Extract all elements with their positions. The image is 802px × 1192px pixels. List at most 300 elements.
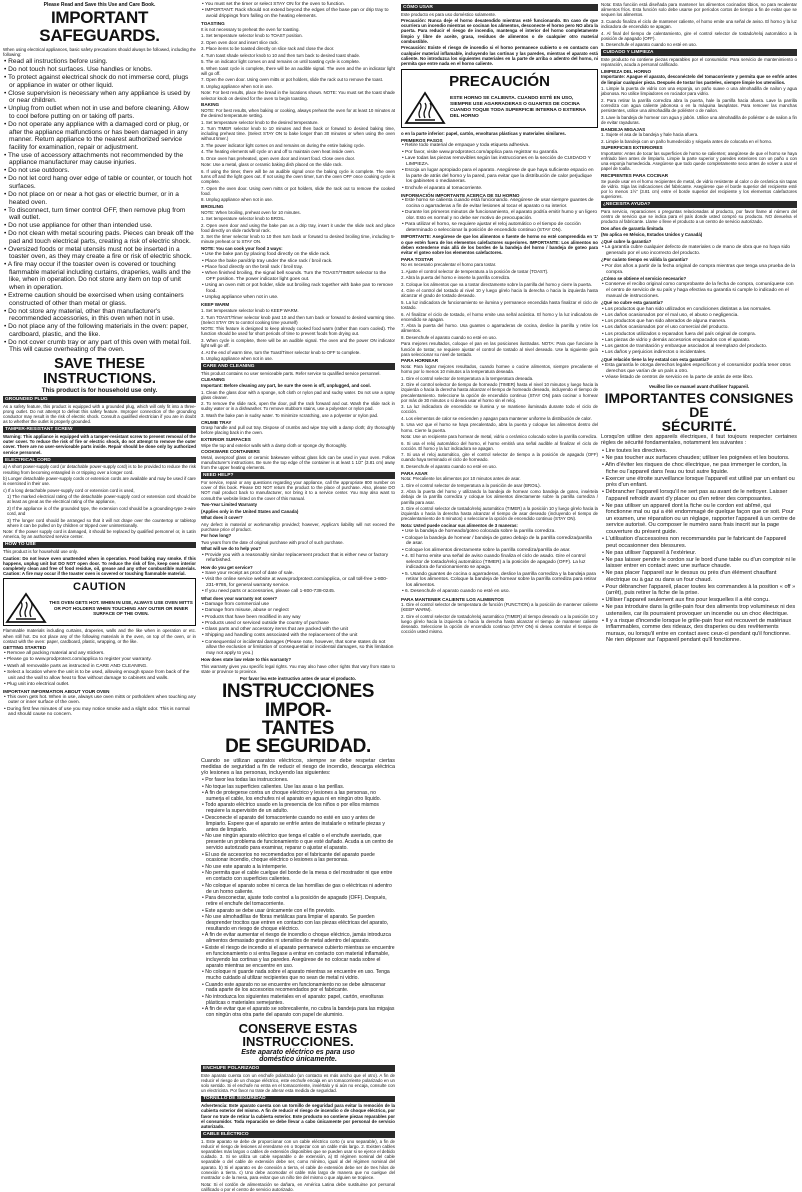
bullet: • bbox=[602, 462, 606, 469]
list-item-text: Lave todas las piezas removibles según las instrucciones en la sección de CUIDADO Y LIMPIEZA. bbox=[405, 155, 591, 167]
bullet: • bbox=[202, 833, 206, 840]
caliente-steps bbox=[401, 602, 598, 634]
bullet: • bbox=[4, 230, 9, 238]
list-item-text: Ne pas utiliser un appareil dont la fiche ou le cordon est abîmé, qui fonctionne mal ou qui a été endommagé de quelque façon que ce soit. Pour un examen, une réparation ou un réglage, rapporter l'appareil à un centre de service autorisé. Ou composer le numéro sans frais inscrit sur la page couverture du présent guide. bbox=[605, 502, 796, 535]
list-item-text: Este aparato se debe usar únicamente con el fin previsto. bbox=[205, 907, 336, 914]
top-steps bbox=[601, 19, 797, 48]
cleaning-important: Important: Before cleaning any part, be sure the oven is off, unplugged, and cool. bbox=[201, 383, 371, 389]
list-item-text: Do not place any of the following materials in the oven: paper, cardboard, plastic, and the like. bbox=[8, 323, 189, 338]
bullet: • bbox=[4, 175, 9, 183]
list-item bbox=[601, 618, 797, 644]
garantia-q3: ¿Cómo se obtiene el servicio necesario? bbox=[601, 275, 687, 281]
bullet: • bbox=[202, 882, 206, 889]
list-item-text: 1. Gire el control selector de temperatura a la posición de asar (BROIL). bbox=[401, 482, 541, 488]
bullet: • bbox=[602, 363, 606, 369]
english-column-1 bbox=[3, 2, 196, 753]
list-item bbox=[201, 834, 395, 852]
list-item-text: If you need parts or accessories, please call 1-800-738-0245. bbox=[205, 589, 336, 595]
broil-ways-list bbox=[201, 252, 395, 301]
list-item-text: 1. Set temperature selector knob to the desired temperature. bbox=[201, 119, 319, 125]
list-item bbox=[201, 77, 395, 82]
section-header-ayuda: ¿NECESITA AYUDA? bbox=[601, 201, 797, 208]
tostar-nota: Para mejores resultados, coloque el pan en las posiciones ilustradas. NOTA: Para que funcione la función de tostar, se requiere ajustar el control de tostado al nivel deseado. Use la siguiente guía para seleccionar su nivel de tostado. bbox=[401, 341, 598, 357]
bullet: • bbox=[202, 981, 206, 988]
bullet: • bbox=[4, 66, 9, 74]
bullet: • bbox=[202, 863, 206, 870]
list-item-text: 4. Turn toast shade selector knob to 10 and then turn back to desired toast shade. bbox=[201, 52, 361, 58]
spanish-title-line-3: DE SEGURIDAD. bbox=[225, 735, 371, 757]
bullet: • bbox=[402, 149, 406, 155]
safeguards-intro: When using electrical appliances, basic safety precautions should always be followed, including the following: bbox=[3, 46, 196, 57]
list-item bbox=[601, 584, 797, 597]
list-item bbox=[401, 422, 598, 432]
list-item bbox=[601, 325, 797, 331]
list-item bbox=[401, 282, 598, 287]
caliente-title: PARA MANTENER CALIENTE LOS ALIMENTOS bbox=[401, 596, 504, 602]
list-item-text: 3. Wash the bake pan in sudsy water. To minimize scratching, use a polyester or nylon pad. bbox=[201, 412, 379, 418]
list-item-text: 5. Usando guantes de cocina o agarraderas, deslice la parrilla corrediza y la bandeja para retirar los alimentos. Coloque la bandeja de hornear sobre la parrilla corrediza para retirar los alimentos. bbox=[405, 571, 597, 589]
list-item bbox=[3, 121, 196, 152]
list-item bbox=[3, 246, 196, 261]
list-item bbox=[3, 670, 196, 682]
list-item-text: 8. Desenchufe el aparato cuando no esté en uso. bbox=[401, 334, 497, 340]
list-item-text: Coloque la bandeja de hornear / bandeja de goteo debajo de la parrilla corrediza/parrilla de asar. bbox=[405, 535, 592, 547]
bullet: • bbox=[202, 614, 206, 620]
list-item bbox=[401, 536, 598, 548]
list-item-text: 2. Open oven door and insert slice rack. bbox=[201, 39, 279, 45]
list-item-text: 4. Gire el control del tostado al nivel 10 y luego gírelo hacia la derecha o hacia la izquierda hasta alcanzar el grado de tostado deseado. bbox=[401, 288, 598, 299]
cookware-text: Metal, ovenproof glass or ceramic bakeware without glass lids can be used in your oven. Follow manufacturer's instructions. Be sure the top edge of the container is at least 1 1/2" (3.81 cm) away from the upper heating elements. bbox=[201, 454, 395, 471]
list-item-text: Para utilizar el horno, se requiere ajustar el reloj automático o el tiempo de cocción determinado o seleccionar la posición de encendido continuo (STAY ON). bbox=[405, 222, 581, 234]
spanish-title-line-2: TANTES bbox=[261, 717, 335, 739]
list-item-text: 7. Abra la puerta del horno. Usa guantes o agarraderas de cocina, deslice la parrilla y retire los alimentos. bbox=[401, 323, 598, 334]
bullet: • bbox=[602, 549, 606, 556]
list-item bbox=[201, 197, 395, 202]
section-header-grounded-plug: GROUNDED PLUG bbox=[3, 396, 196, 403]
list-item bbox=[401, 416, 598, 421]
list-item bbox=[3, 323, 196, 338]
bullet: • bbox=[202, 295, 206, 301]
tamper-screw-text: Warning: This appliance is equipped with a tamper-resistant screw to prevent removal of the outer cover. To reduce the risk of fire or electric shock, do not attempt to remove the outer cover. There are no user-serviceable parts inside. Repair should be done only by authorized service personnel. bbox=[3, 433, 196, 455]
bullet: • bbox=[202, 639, 206, 645]
list-item bbox=[201, 983, 395, 995]
list-item bbox=[201, 946, 395, 970]
list-item-text: Conserve el recibo original como comprobante de la fecha de compra, comuníquese con el centro de servicio de su país y haga efectiva su garantía si cumple lo indicado en el manual de instrucciones. bbox=[605, 282, 794, 299]
list-item-text: Afin d'éviter les risques de choc électrique, ne pas immerger le cordon, la fiche ou l'appareil dans l'eau ou tout autre liquide. bbox=[605, 462, 787, 475]
list-item bbox=[201, 295, 395, 301]
list-item-text: Exercer une étroite surveillance lorsque l'appareil est utilisé par un enfant ou près d'un enfant. bbox=[605, 475, 795, 489]
list-item-text: 1. Set temperature selector knob to KEEP WARM. bbox=[201, 308, 299, 314]
list-item bbox=[201, 59, 395, 64]
list-item bbox=[601, 338, 797, 344]
read-save-note: Please Read and Save this Use and Care Book. bbox=[43, 2, 156, 8]
list-item bbox=[601, 31, 797, 41]
bullet: • bbox=[202, 633, 206, 639]
list-item bbox=[201, 84, 395, 89]
list-item bbox=[401, 572, 598, 589]
list-item bbox=[601, 503, 797, 536]
list-item-text: Pour débrancher l'appareil, placer toutes les commandes à la position « off » (arrêt), puis retirer la fiche de la prise. bbox=[605, 583, 796, 597]
list-item bbox=[601, 536, 797, 549]
list-item-text: 1. Ajuste el control selector de temperatura a la posición de tostar (TOAST). bbox=[401, 268, 549, 274]
importante-text: IMPORTANTE: Asegúrese de que los alimentos o fuente de horno no esté comprendida en '1' o que estén fuera de los elementos calefactores superiores. IMPORTANTE: Los alimentos no deben extenderse más allá de los bordes de la bandeja del horno / bandeja de goteo para evitar el goteo sobre los elementos calefactores. bbox=[401, 234, 598, 255]
list-item bbox=[601, 19, 797, 29]
list-item-text: 3. When cycle is complete, there will be an audible signal. The oven and the power ON indicator light will go off. bbox=[201, 337, 395, 349]
list-item-text: IMPORTANT: Rack should not extend beyond the edges of the base pan or drip tray to avoid drippings from falling on the heating elements. bbox=[205, 8, 389, 19]
list-item-text: 3. Cuando finaliza el ciclo de mantener caliente, el horno emite una señal de aviso. El horno y la luz indicadora de encendido se apagan. bbox=[601, 18, 797, 30]
list-item-text: 2. To remove the slide rack, open the door, pull the rack forward and out. Wash the slide rack in sudsy water or in a dishwasher. To remove stubborn stains, use a polyester or nylon pad. bbox=[201, 401, 395, 412]
tornillo-text: Advertencia: Este aparato cuenta con un tornillo de seguridad para evitar la remoción de la cubierta exterior del mismo. A fin de reducir el riesgo de incendio o de choque eléctrico, por favor no trate de retirar la cubierta exterior. Este producto no contiene piezas reparables por el consumidor. Toda reparación se debe llevar a cabo únicamente por personal de servicio autorizado. bbox=[201, 1103, 395, 1129]
list-item-text: The use of accessory attachments not recommended by the appliance manufacturer may cause injuries. bbox=[8, 151, 184, 167]
bullet: • bbox=[402, 553, 406, 559]
list-item bbox=[401, 335, 598, 340]
bullet: • bbox=[602, 617, 606, 624]
bullet: • bbox=[202, 283, 206, 289]
list-item bbox=[3, 222, 196, 230]
bullet: • bbox=[602, 570, 606, 577]
enchufe-text: Este aparato cuenta con un enchufe polarizado (un contacto es más ancho que el otro). A fin de reducir el riesgo de un choque eléctrico, este enchufe encaja en un tomacorriente polarizado en un solo sentido. Si el enchufe no entra en el tomacorriente, inviértalo y si aún no encaja, consulte con un electricista. Por favor no trate de alterar esta medida de seguridad. bbox=[201, 1072, 395, 1094]
bullet: • bbox=[202, 2, 205, 7]
exterior-title: EXTERIOR SURFACES bbox=[201, 437, 251, 443]
list-item bbox=[201, 223, 395, 233]
list-item-text: Desconecte el aparato del tomacorriente cuando no esté en uso y antes de limpiarlo. Espere que el aparato se enfríe antes de instalarle o retirarle piezas y antes de limpiarlo. bbox=[205, 814, 385, 833]
garantia-q4: ¿Qué no cubre esta garantía? bbox=[601, 300, 663, 306]
list-item bbox=[601, 489, 797, 502]
list-item-text: 1. Clean the glass door with a sponge, soft cloth or nylon pad and sudsy water. Do not use a spray glass cleaner. bbox=[201, 389, 395, 400]
garantia-a4 bbox=[601, 307, 797, 357]
list-item bbox=[201, 120, 395, 125]
cord-c: c) If a long detachable power-supply cord or extension cord is used, bbox=[3, 487, 135, 493]
list-item-text: Cuando este aparato no se encuentre en funcionamiento no se debe almacenar nada aparte de los accesorios recomendados por el fabricante. bbox=[205, 981, 386, 994]
garantia-a2 bbox=[601, 264, 797, 276]
list-item-text: 3. Set the timer selector knob to 10 then turn back or forward to desired broiling time, including 5-minute preheat or to STAY ON. bbox=[201, 234, 395, 245]
list-item bbox=[401, 222, 598, 234]
recipientes-text: Se puede usar en el horno recipientes de metal, de vidrio resistente al calor o de cerámica sin tapas de vidrio. Siga las indicaciones del fabricante. Asegúrese que el borde superior del recipiente esté por lo menos 1½" (3.81 cm) entre el borde superior del recipiente y los elementos calefactores superiores. bbox=[601, 178, 797, 200]
list-item bbox=[601, 98, 797, 114]
limpieza-important: Importante: Apague el aparato, desconéctelo del tomacorriente y permita que se enfríe antes de limpiar cualquier pieza. Después de tostar los pasteles, siempre limpie los utensilios. bbox=[601, 74, 797, 85]
list-item bbox=[201, 33, 395, 38]
bullet: • bbox=[202, 8, 206, 14]
section-header-how-to-use: HOW TO USE bbox=[3, 542, 196, 549]
list-item-text: Nota: Use un recipiente para hornear de metal, vidrio o cerámico colocado sobre la parrilla corrediza. bbox=[401, 434, 598, 440]
bullet: • bbox=[202, 608, 206, 614]
list-item bbox=[201, 640, 395, 657]
list-item bbox=[3, 261, 196, 292]
list-item bbox=[601, 307, 797, 313]
list-item bbox=[3, 58, 196, 66]
list-item-text: Ne pas utiliser l'appareil à l'extérieur. bbox=[605, 549, 697, 556]
list-item-text: 6. Desenchufe el aparato cuando no esté en uso. bbox=[405, 589, 510, 595]
list-item-text: 1. Set temperature selector knob to BROIL. bbox=[201, 216, 286, 222]
household-note: This product is for household use only. bbox=[41, 387, 158, 395]
section-header-como-usar: CÓMO USAR bbox=[401, 4, 598, 11]
list-item-text: No introduzca los siguientes materiales en el aparato: papel, cartón, envolturas plásticas o materiales semejantes. bbox=[205, 993, 384, 1006]
bullet: • bbox=[4, 245, 9, 253]
bullet: • bbox=[602, 455, 606, 462]
english-column-2 bbox=[201, 2, 395, 1192]
bullet: • bbox=[202, 602, 206, 608]
list-item-text: Using an oven mitt or pot holder, slide out broiling rack together with bake pan to remove food. bbox=[205, 283, 393, 294]
list-item bbox=[3, 707, 196, 719]
care-intro: This product contains no user serviceable parts. Refer service to qualified service personnel. bbox=[201, 370, 381, 376]
bullet: • bbox=[4, 120, 9, 128]
spanish-read-note: Por favor lea este instructivo antes de usar el producto. bbox=[239, 676, 357, 682]
list-item-text: L'utilisation d'accessoires non recommandés par le fabricant de l'appareil peut occasionner des blessures. bbox=[605, 535, 787, 549]
list-item bbox=[601, 557, 797, 570]
garantia-q5: ¿Qué relación tiene la ley estatal con esta garantía? bbox=[601, 356, 710, 362]
list-item-text: Los daños y perjuicios indirectos o incidentales. bbox=[605, 350, 707, 356]
ayuda-text: Para servicio, reparaciones o preguntas relacionadas al producto, por favor llame al número del centro de servicio que se indica para el país donde usted compró su producto. NO devuelva el producto al fabricante. Llame o lleve el producto a un centro de servicio autorizado. bbox=[601, 209, 797, 225]
warranty-q1: What does it cover? bbox=[201, 515, 243, 521]
spanish-household-note bbox=[201, 1049, 395, 1063]
hornear-title: PARA HORNEAR bbox=[401, 358, 439, 364]
garantia-a3 bbox=[601, 282, 797, 299]
list-item-text: Select a location where the unit is to be used, allowing enough space from back of the unit and the wall to allow heat to flow without damage to cabinets and walls. bbox=[7, 669, 190, 681]
list-item bbox=[601, 42, 797, 47]
list-item-text: No coloque el aparato sobre ni cerca de las hornillas de gas o eléctricas ni adentro de un horno caliente. bbox=[205, 882, 392, 895]
bullet: • bbox=[402, 143, 406, 149]
bandeja-title: BANDEJA MIGAJAS bbox=[601, 126, 646, 132]
spanish-household-line-2: doméstico únicamente. bbox=[259, 1056, 337, 1064]
list-item bbox=[201, 621, 395, 627]
bullet: • bbox=[202, 627, 206, 633]
list-item-text: 2. Turn TIMER selector knob to 10 minutes and then back or forward to desired baking time, including preheat time. (Select STAY ON to bake longer than 30 minutes or when using the oven without timer.) bbox=[201, 126, 395, 142]
list-item-text: Ne pas placer l'appareil sur le dessus ou près d'un élément chauffant électrique ou à gaz ou dans un four chaud. bbox=[605, 570, 777, 583]
bullet: • bbox=[4, 706, 8, 712]
bullet: • bbox=[602, 502, 606, 509]
crumb-tray-title: CRUMB TRAY bbox=[201, 419, 232, 425]
cleaning-title: CLEANING bbox=[201, 377, 225, 383]
how-to-use-caution: Caution: Do not leave oven unattended when in operation. Food baking may smoke. If this happens, unplug unit but DO NOT open door. To reduce the risk of fire, keep oven interior completely clean and free of food residue, oil, grease and any other combustible materials. Caution: A fire may occur if the toaster oven is covered or touching flammable material. bbox=[3, 555, 196, 577]
list-item-text: 5. Desenchufe el aparato cuando no esté en uso. bbox=[601, 42, 697, 48]
grounded-plug-text: As a safety feature, this product is equipped with a grounded plug, which will only fit into a three-prong outlet. Do not attempt to defeat this safety feature. Improper connection of the grounding conductor may result in the risk of electric shock. Consult a qualified electrician if you are in doubt as to whether the outlet is properly grounded. bbox=[3, 403, 196, 425]
section-header-need-help: NEED HELP? bbox=[201, 472, 395, 479]
list-item bbox=[401, 198, 598, 210]
list-item-text: A fire may occur if the toaster oven is covered or touching flammable material including curtains, draperies, walls and the like, when in operation. Do not store any item on top of unit when in operation. bbox=[7, 261, 191, 292]
list-item-text: To protect against electrical shock do not immerse cord, plugs or appliance in water or other liquid. bbox=[8, 74, 189, 89]
cleaning-steps bbox=[201, 390, 395, 419]
list-item-text: A fin de evitar aumentar el riesgo de incendio o choque eléctrico, jamás introduzca alimentos demasiado grandes ni utensilios de metal adentro del aparato. bbox=[204, 932, 391, 945]
need-help-text: For service, repair or any questions regarding your appliance, call the appropriate 800 number on cover of this book. Please DO NOT return the product to the place of purchase. Also, please DO NOT mail product back to manufacturer, nor bring it to a service center. You may also want to consult the website listed on the cover of this manual. bbox=[201, 480, 395, 501]
bullet: • bbox=[4, 663, 8, 669]
list-item bbox=[401, 589, 598, 595]
bullet: • bbox=[202, 802, 206, 809]
list-item bbox=[3, 74, 196, 89]
list-item bbox=[201, 315, 395, 325]
precaucion-intro: Precaución: Nunca deje el horno desatendido mientras esté funcionando. En caso de que ocurriera un incendio mientras se cocinan los alimentos, desconecte el horno pero NO abra la puerta. Para reducir el riesgo de incendio, mantenga el interior del horno completamente limpio y libre de aceite, grasa, residuos de alimentos o de cualquier otro material combustible. bbox=[401, 18, 598, 44]
list-item bbox=[601, 132, 797, 137]
list-item-text: Retire todo material de empaque y toda etiqueta adhesiva. bbox=[405, 143, 530, 149]
spanish-intro: Cuando se utilizan aparatos eléctricos, siempre se debe respetar ciertas medidas de seguridad a fin de reducir el riesgo de incendio, descarga eléctrica y/o lesiones a las personas, incluyendo las siguientes: bbox=[201, 757, 395, 777]
list-item-text: Products used or serviced outside the country of purchase bbox=[205, 620, 329, 626]
asar-title: PARA ASAR bbox=[401, 470, 428, 476]
list-item bbox=[401, 300, 598, 310]
important-info-title: IMPORTANT INFORMATION ABOUT YOUR OVEN bbox=[3, 689, 110, 695]
asar-nota: Nota: Usted puede cocinar sus alimentos de 3 maneras: bbox=[401, 522, 518, 528]
list-item bbox=[3, 695, 196, 707]
list-item bbox=[201, 615, 395, 621]
bullet: • bbox=[202, 271, 206, 277]
hot-surface-icon bbox=[405, 92, 445, 124]
bullet: • bbox=[602, 556, 606, 563]
list-item-text: Por favor lea todas las instrucciones. bbox=[205, 777, 289, 784]
list-item bbox=[401, 323, 598, 333]
list-item bbox=[201, 995, 395, 1007]
bullet: • bbox=[202, 571, 206, 577]
precaucion-text: ESTE HORNO SE CALIENTA. CUANDO ESTÉ EN USO, SIEMPRE USE AGARRADERAS O GUANTES DE COCINA CUANDO TOQUE TODA SUPERFICIE INTERNA O EXTERNA DEL HORNO bbox=[450, 96, 586, 120]
list-item bbox=[3, 105, 196, 120]
info-title: INFORMACIÓN IMPORTANTE ACERCA DE SU HORNO bbox=[401, 192, 520, 198]
bullet: • bbox=[402, 222, 406, 228]
warranty-q2: For how long? bbox=[201, 533, 232, 539]
list-item-text: 5. Una vez que el horno se haya precalentado, abra la puerta y coloque los alimentos dentro del horno. Cierre la puerta. bbox=[401, 422, 598, 433]
list-item bbox=[201, 1007, 395, 1019]
list-item bbox=[3, 664, 196, 670]
list-item-text: 2. Open oven door and using the bake pan as a drip tray, insert it under the slide rack and place food directly on slide rack/broil rack. bbox=[201, 222, 395, 233]
crumb-tray-text: Grasp handle and pull out tray. Dispose of crumbs and wipe tray with a damp cloth; dry thoroughly before placing back in the oven. bbox=[201, 425, 395, 436]
list-item-text: 2. Gire el control selector de tiempo de horneado (TIMER) hasta el nivel 10 minutos y luego hacia la izquierda o hacia la derecha hasta alcanzar el tiempo de horneado deseado, incluyendo el tiempo de precalentamiento. Seleccione la opción de encendido continuo (STAY ON) para cocinar o hornear por más de 30 minutos o si desea usar el horno sin el reloj. bbox=[401, 382, 598, 403]
list-item bbox=[201, 413, 395, 418]
list-item-text: No coloque ni guarde nada sobre el aparato mientras se encuentre en uso. Tenga mucho cuidado al utilizar recipientes que no sean de metal ni vidrio. bbox=[205, 969, 390, 982]
bullet: • bbox=[4, 292, 9, 300]
list-item bbox=[201, 66, 395, 76]
bullet: • bbox=[4, 74, 9, 82]
bullet: • bbox=[602, 535, 606, 542]
bullet: • bbox=[202, 993, 206, 1000]
bullet: • bbox=[402, 547, 406, 553]
list-item bbox=[601, 86, 797, 96]
list-item-text: Do not operate any appliance with a damaged cord or plug, or after the appliance malfunctions or has been damaged in any manner. Return appliance to the nearest authorized service facility for examination, repair or adjustment. bbox=[8, 120, 189, 151]
bullet: • bbox=[4, 167, 9, 175]
list-item-text: Unplug from outlet when not in use and before cleaning. Allow to cool before putting on or taking off parts. bbox=[8, 105, 189, 121]
recipientes-title: RECIPIENTES PARA COCINAR bbox=[601, 173, 669, 179]
spanish-title bbox=[201, 683, 395, 755]
bullet: • bbox=[202, 1006, 205, 1013]
list-item-text: Los productos utilizados o reparados fuera del país original de compra. bbox=[605, 331, 756, 337]
list-item bbox=[401, 489, 598, 505]
warranty-q4: How do you get service? bbox=[201, 564, 253, 570]
list-item bbox=[3, 175, 196, 190]
spanish-household-line-1: Este aparato eléctrico es para uso bbox=[241, 1049, 355, 1057]
list-item-text: Products that have been modified in any way bbox=[205, 614, 301, 620]
list-item-text: Please go to www.prodprotect.com/applica to register your warranty. bbox=[7, 657, 152, 663]
bullet: • bbox=[602, 489, 606, 496]
list-item-text: Oversized foods or metal utensils must not be inserted in a toaster oven, as they may create a fire or risk of electric shock. bbox=[8, 245, 192, 261]
list-item-text: 3. La luz indicadora de encendido se ilumina y se mantiene iluminada durante todo el ciclo de cocción. bbox=[401, 404, 598, 415]
list-item bbox=[601, 319, 797, 325]
list-item-text: No use ningún aparato eléctrico que tenga el cable o el enchufe averiado, que presente un problema de funcionamiento o que esté dañado. Acuda a un centro de servicio autorizado para examinar, reparar o ajustar el aparato. bbox=[205, 833, 394, 852]
list-item bbox=[201, 350, 395, 355]
bullet: • bbox=[602, 312, 606, 318]
bullet: • bbox=[202, 914, 206, 921]
list-item bbox=[601, 344, 797, 350]
list-item-text: Read all instructions before using. bbox=[8, 58, 108, 66]
list-item-text: Véase listado de centros de servicio en la parte de atrás de este libro. bbox=[605, 375, 754, 381]
list-item-text: 4. The heating elements will cycle on and off to maintain oven heat inside oven. bbox=[201, 149, 356, 155]
list-item bbox=[201, 577, 395, 589]
garantia-q2: ¿Por cuánto tiempo es válida la garantía? bbox=[601, 257, 688, 263]
list-item-text: Save your receipt as proof of date of sale. bbox=[205, 571, 294, 577]
bullet: • bbox=[4, 151, 9, 159]
list-item-text: El uso de accesorios no recomendados por el fabricante del aparato puede ocasionar incendio, choque eléctrico o lesiones a las personas. bbox=[205, 851, 375, 864]
bullet: • bbox=[202, 783, 206, 790]
bullet: • bbox=[602, 448, 606, 455]
toasting-note: It is not necessary to preheat the oven for toasting. bbox=[201, 26, 300, 32]
list-item bbox=[201, 46, 395, 51]
list-item-text: Il y a risque d'incendie lorsque le grille-pain four est recouvert de matériaux inflammables, comme des rideaux, des draperies ou des revêtements muraux, ou lorsqu'il entre en contact avec ceux-ci pendant qu'il fonctionne. Ne rien déposer sur l'appareil pendant qu'il fonctionne. bbox=[605, 617, 792, 644]
section-header-cuidado: CUIDADO Y LIMPIEZA bbox=[601, 49, 797, 56]
list-item bbox=[201, 803, 395, 815]
list-item bbox=[201, 401, 395, 411]
bullet: • bbox=[202, 969, 206, 976]
list-item bbox=[201, 871, 395, 883]
primeros-title: PRIMEROS PASOS bbox=[401, 137, 443, 143]
spanish-conserve-line-1: CONSERVE ESTAS bbox=[238, 1021, 358, 1037]
list-item bbox=[201, 40, 395, 45]
state-law-answer: This warranty gives you specific legal rights. You may also have other rights that vary from state to state or province to province. bbox=[201, 663, 395, 675]
bullet: • bbox=[402, 185, 406, 191]
french-title-line-1: IMPORTANTES CONSIGNES DE bbox=[604, 390, 794, 421]
list-item-text: Do not use appliance for other than intended use. bbox=[8, 222, 153, 230]
list-item-text: 5. The on indicator light comes on and remains on until toasting cycle is complete. bbox=[201, 59, 361, 65]
list-item-text: Los daños ocasionados por el mal uso, el abuso o negligencia. bbox=[605, 312, 739, 318]
bullet: • bbox=[202, 258, 206, 264]
limpieza-steps bbox=[601, 86, 797, 125]
bullet: • bbox=[202, 814, 206, 821]
bullet: • bbox=[202, 620, 206, 626]
list-item bbox=[3, 339, 196, 354]
list-item bbox=[601, 313, 797, 319]
bullet: • bbox=[602, 344, 606, 350]
section-header-tornillo: TORNILLO DE SEGURIDAD bbox=[201, 1096, 395, 1103]
how-to-use-text: This product is for household use only. bbox=[3, 549, 78, 555]
bullet: • bbox=[602, 350, 606, 356]
list-item bbox=[201, 915, 395, 933]
bullet: • bbox=[402, 529, 406, 535]
list-item bbox=[201, 186, 395, 196]
list-item bbox=[201, 390, 395, 400]
bullet: • bbox=[402, 167, 406, 173]
list-item-text: No use almohadillas de fibras metálicas para limpiar el aparato. Se pueden desprender trocitos que entren en contacto con las piezas eléctricas del aparato, resultando en riesgo de choque eléctrico. bbox=[205, 914, 389, 932]
cable-note: Nota: Si el cordón de alimentación se dañara, en América Latina debe sustituirse por personal calificado o por el centro de servicio autorizado. bbox=[201, 1181, 395, 1192]
bullet: • bbox=[202, 851, 206, 858]
tostar-title: PARA TOSTAR bbox=[401, 256, 434, 262]
list-item bbox=[3, 191, 196, 206]
list-item-text: Escoja un lugar apropiado para el aparato. Asegúrese de que haya suficiente espacio en la parte de atrás del horno y la pared, para evitar que la distribución de calor perjudique los gabinetes o medianeras. bbox=[405, 167, 594, 185]
list-item bbox=[201, 265, 395, 271]
list-item-text: Este horno se calienta cuando está funcionando. Asegúrese de usar siempre guantes de cocina o agarraderas a fin de evitar lesiones al tocar el aparato o su interior. bbox=[405, 198, 594, 210]
list-item-text: Ne pas introduire dans la grille-pain four des aliments trop volumineux ni des ustensiles, car ils pourraient provoquer un incendie ou un choc électrique. bbox=[605, 604, 796, 617]
superficies-text: Importante: Antes de tocar las superficies de horno se calienten; asegúrese de que el horno se haya enfriado bien antes de limpiarlo. Limpie la parte superior y paredes exteriores con un paño o con una esponja humedecida. Asegúrese que todo quede completamente seco antes de volver a usar el papel de toalla. bbox=[601, 150, 797, 172]
spanish-conserve-line-2: INSTRUCCIONES. bbox=[242, 1034, 354, 1050]
list-item-text: Unplug appliance when not in use. bbox=[205, 295, 279, 301]
list-item-text: Esta garantía le otorga derechos legales específicos y el consumidor podría tener otros derechos que varían de un país a otro. bbox=[605, 363, 791, 374]
list-item bbox=[201, 633, 395, 639]
cord-c1: 1) The marked electrical rating of the detachable power-supply cord or extension cord should be at least as great as the electrical rating of the appliance, bbox=[7, 494, 196, 505]
bullet: • bbox=[402, 198, 406, 204]
hot-surface-icon bbox=[6, 593, 46, 623]
list-item bbox=[401, 376, 598, 381]
column-4 bbox=[601, 2, 797, 753]
list-item bbox=[601, 462, 797, 475]
bullet: • bbox=[202, 944, 206, 951]
list-item-text: Visit the online service website at www.prodprotect.com/applica, or call toll-free 1-800-231-9786, for general warranty service. bbox=[205, 577, 388, 589]
hornear-note: Nota: Para lograr mejores resultados, cuando hornee o cocine alimentos, siempre precaliente el horno por lo menos 10 minutos a la temperatura deseada. bbox=[401, 364, 598, 375]
list-item-text: Place the bake pan/drip tray under the slice rack / broil rack. bbox=[205, 258, 333, 264]
cable-text: 1. Este aparato se debe de proporcionar con un cable eléctrico corto (o uno separable), a fin de reducir el riesgo de lesiones al enredarse en o tropezar con un cable más largo. 2. Existen cables separables más largos o cables de extensión disponibles que se pueden usar si se ejerce el debido cuidado. 3. Si se utiliza un cable separable o de extensión, a) El régimen nominal del cable separable o del cable de extensión debe ser, como mínimo, igual al del régimen nominal del aparato. b) Si el aparato es de conexión a tierra, el cable de extensión debe ser de tres hilos de conexión a tierra. c) Uno debe acomodar el cable más largo de manera que no cuelgue del mostrador o de la mesa, para evitar que un niño tire del mismo o que alguien se tropiece. bbox=[201, 1138, 395, 1181]
bullet: • bbox=[202, 932, 205, 939]
list-item bbox=[201, 2, 395, 8]
